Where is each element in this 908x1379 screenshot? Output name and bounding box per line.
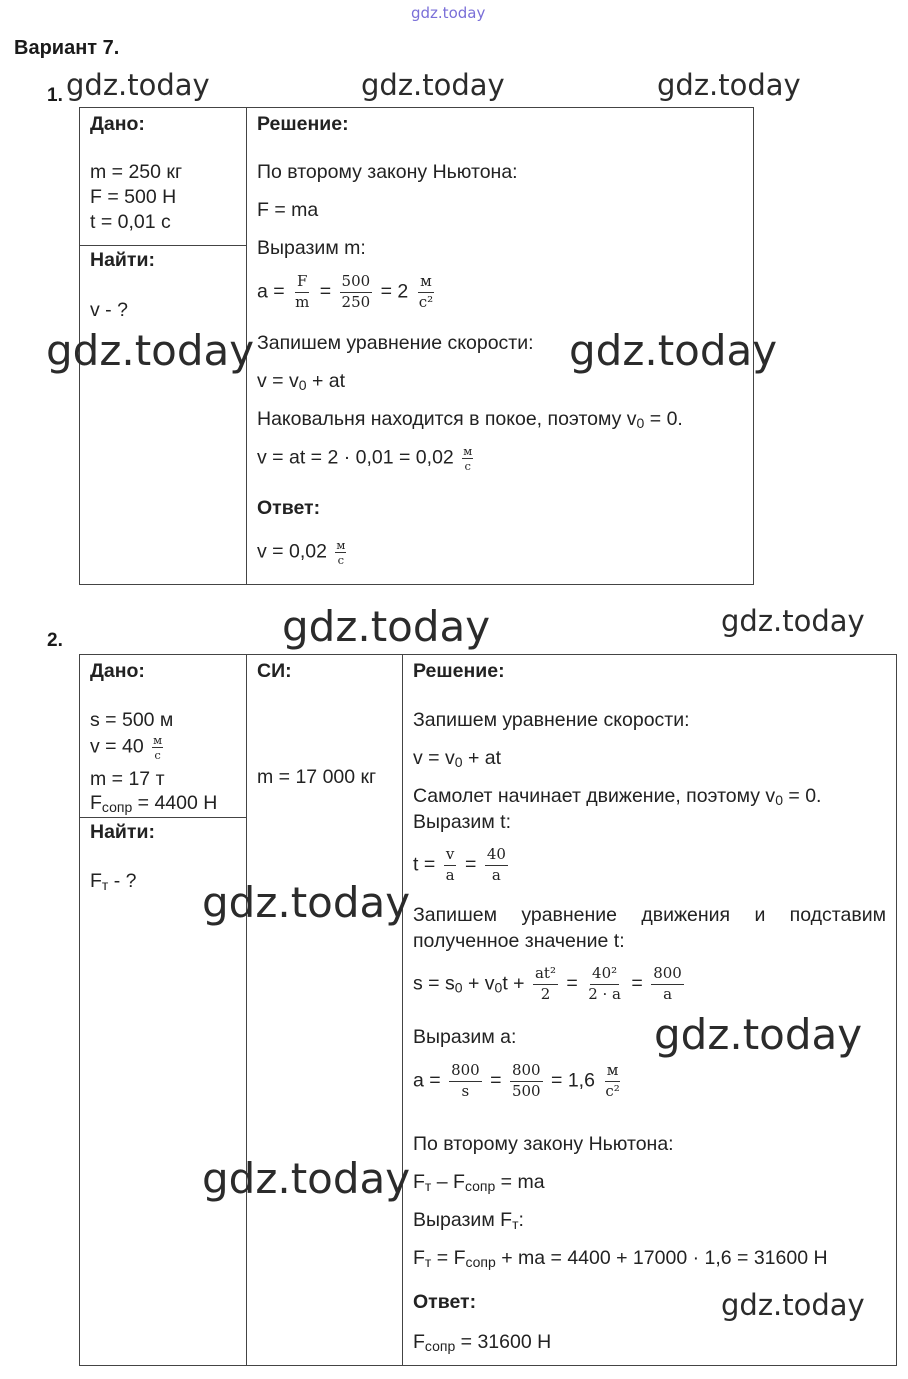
formula-motion: $s = s_0 + v_0t$ + $\frac{\text{at²}}{2}$ = $\frac{\text{40²}}{2 \cdot a}$ = $\frac{800}{a}$ <box>413 964 682 1003</box>
solution-line: Запишем уравнение движения и подставим <box>413 904 886 926</box>
watermark: gdz.today <box>721 1288 865 1322</box>
si-header: СИ: <box>257 660 292 682</box>
find-value: v - ? <box>90 299 128 321</box>
solution-line: Запишем уравнение скорости: <box>413 709 690 731</box>
given-velocity: v = 40 $\frac{м}{c}$ <box>90 733 163 763</box>
formula-velocity: $v = v_0$ + at <box>413 747 502 770</box>
task1-number: 1. <box>47 85 63 106</box>
solution-line: Наковальня находится в покое, поэтому $v_0 = 0$. <box>257 408 683 431</box>
formula-acceleration: a = $\frac{800}{s}$ = $\frac{800}{500}$ = 1,6 $\frac{м}{\text{c²}}$ <box>413 1061 620 1100</box>
top-watermark: gdz.today <box>411 4 486 22</box>
find-header: Найти: <box>90 249 155 271</box>
solution-line: Выразим a: <box>413 1026 517 1048</box>
find-header: Найти: <box>90 821 155 843</box>
given-mass: m = 250 кг <box>90 161 183 183</box>
variant-title: Вариант 7. <box>14 37 120 59</box>
formula-velocity: $v = v_0$ + at <box>257 370 346 393</box>
watermark: gdz.today <box>46 326 255 375</box>
answer-value: v = 0,02 $\frac{м}{c}$ <box>257 538 346 568</box>
given-distance: s = 500 м <box>90 709 174 731</box>
solution-line: По второму закону Ньютона: <box>257 161 518 183</box>
formula-time: t = $\frac{v}{a}$ = $\frac{40}{a}$ <box>413 845 506 884</box>
watermark: gdz.today <box>721 604 865 638</box>
given-header: Дано: <box>90 113 145 135</box>
watermark: gdz.today <box>657 68 801 102</box>
given-time: t = 0,01 с <box>90 211 171 233</box>
watermark: gdz.today <box>202 878 411 927</box>
given-header: Дано: <box>90 660 145 682</box>
formula-newton: $F_т - F_{сопр}$ = ma <box>413 1171 545 1194</box>
watermark: gdz.today <box>202 1154 411 1203</box>
watermark: gdz.today <box>66 68 210 102</box>
answer-header: Ответ: <box>413 1291 477 1313</box>
solution-line: Запишем уравнение скорости: <box>257 332 534 354</box>
answer-header: Ответ: <box>257 497 321 519</box>
solution-line: полученное значение t: <box>413 930 625 952</box>
formula-thrust: $F_т = F_{сопр}$ + ma = 4400 + 17000 · 1,6 = 31600 Н <box>413 1247 828 1270</box>
task2-number: 2. <box>47 630 63 651</box>
formula-v-at: v = at = 2 · 0,01 = 0,02 $\frac{м}{c}$ <box>257 444 473 474</box>
solution-line: Выразим $F_т$: <box>413 1209 524 1232</box>
solution-header: Решение: <box>413 660 505 682</box>
find-value: $F_т$ - ? <box>90 870 137 893</box>
si-value: m = 17 000 кг <box>257 766 377 788</box>
given-force: F = 500 Н <box>90 186 177 208</box>
solution-line: По второму закону Ньютона: <box>413 1133 674 1155</box>
watermark: gdz.today <box>654 1010 863 1059</box>
given-resistance: $F_{сопр} = 4400$ Н <box>90 792 218 815</box>
answer-value: $F_{сопр} = 31600$ Н <box>413 1331 552 1354</box>
solution-line: Выразим t: <box>413 811 511 833</box>
formula-acceleration: a = $\frac{F}{m}$ = $\frac{500}{250}$ = 2 $\frac{м}{\text{c²}}$ <box>257 272 434 311</box>
solution-line: Выразим m: <box>257 237 366 259</box>
watermark: gdz.today <box>569 326 778 375</box>
solution-line: F = ma <box>257 199 319 221</box>
given-mass: m = 17 т <box>90 768 165 790</box>
solution-header: Решение: <box>257 113 349 135</box>
watermark: gdz.today <box>361 68 505 102</box>
solution-line: Самолет начинает движение, поэтому $v_0 = 0$. <box>413 785 822 808</box>
watermark: gdz.today <box>282 602 491 651</box>
